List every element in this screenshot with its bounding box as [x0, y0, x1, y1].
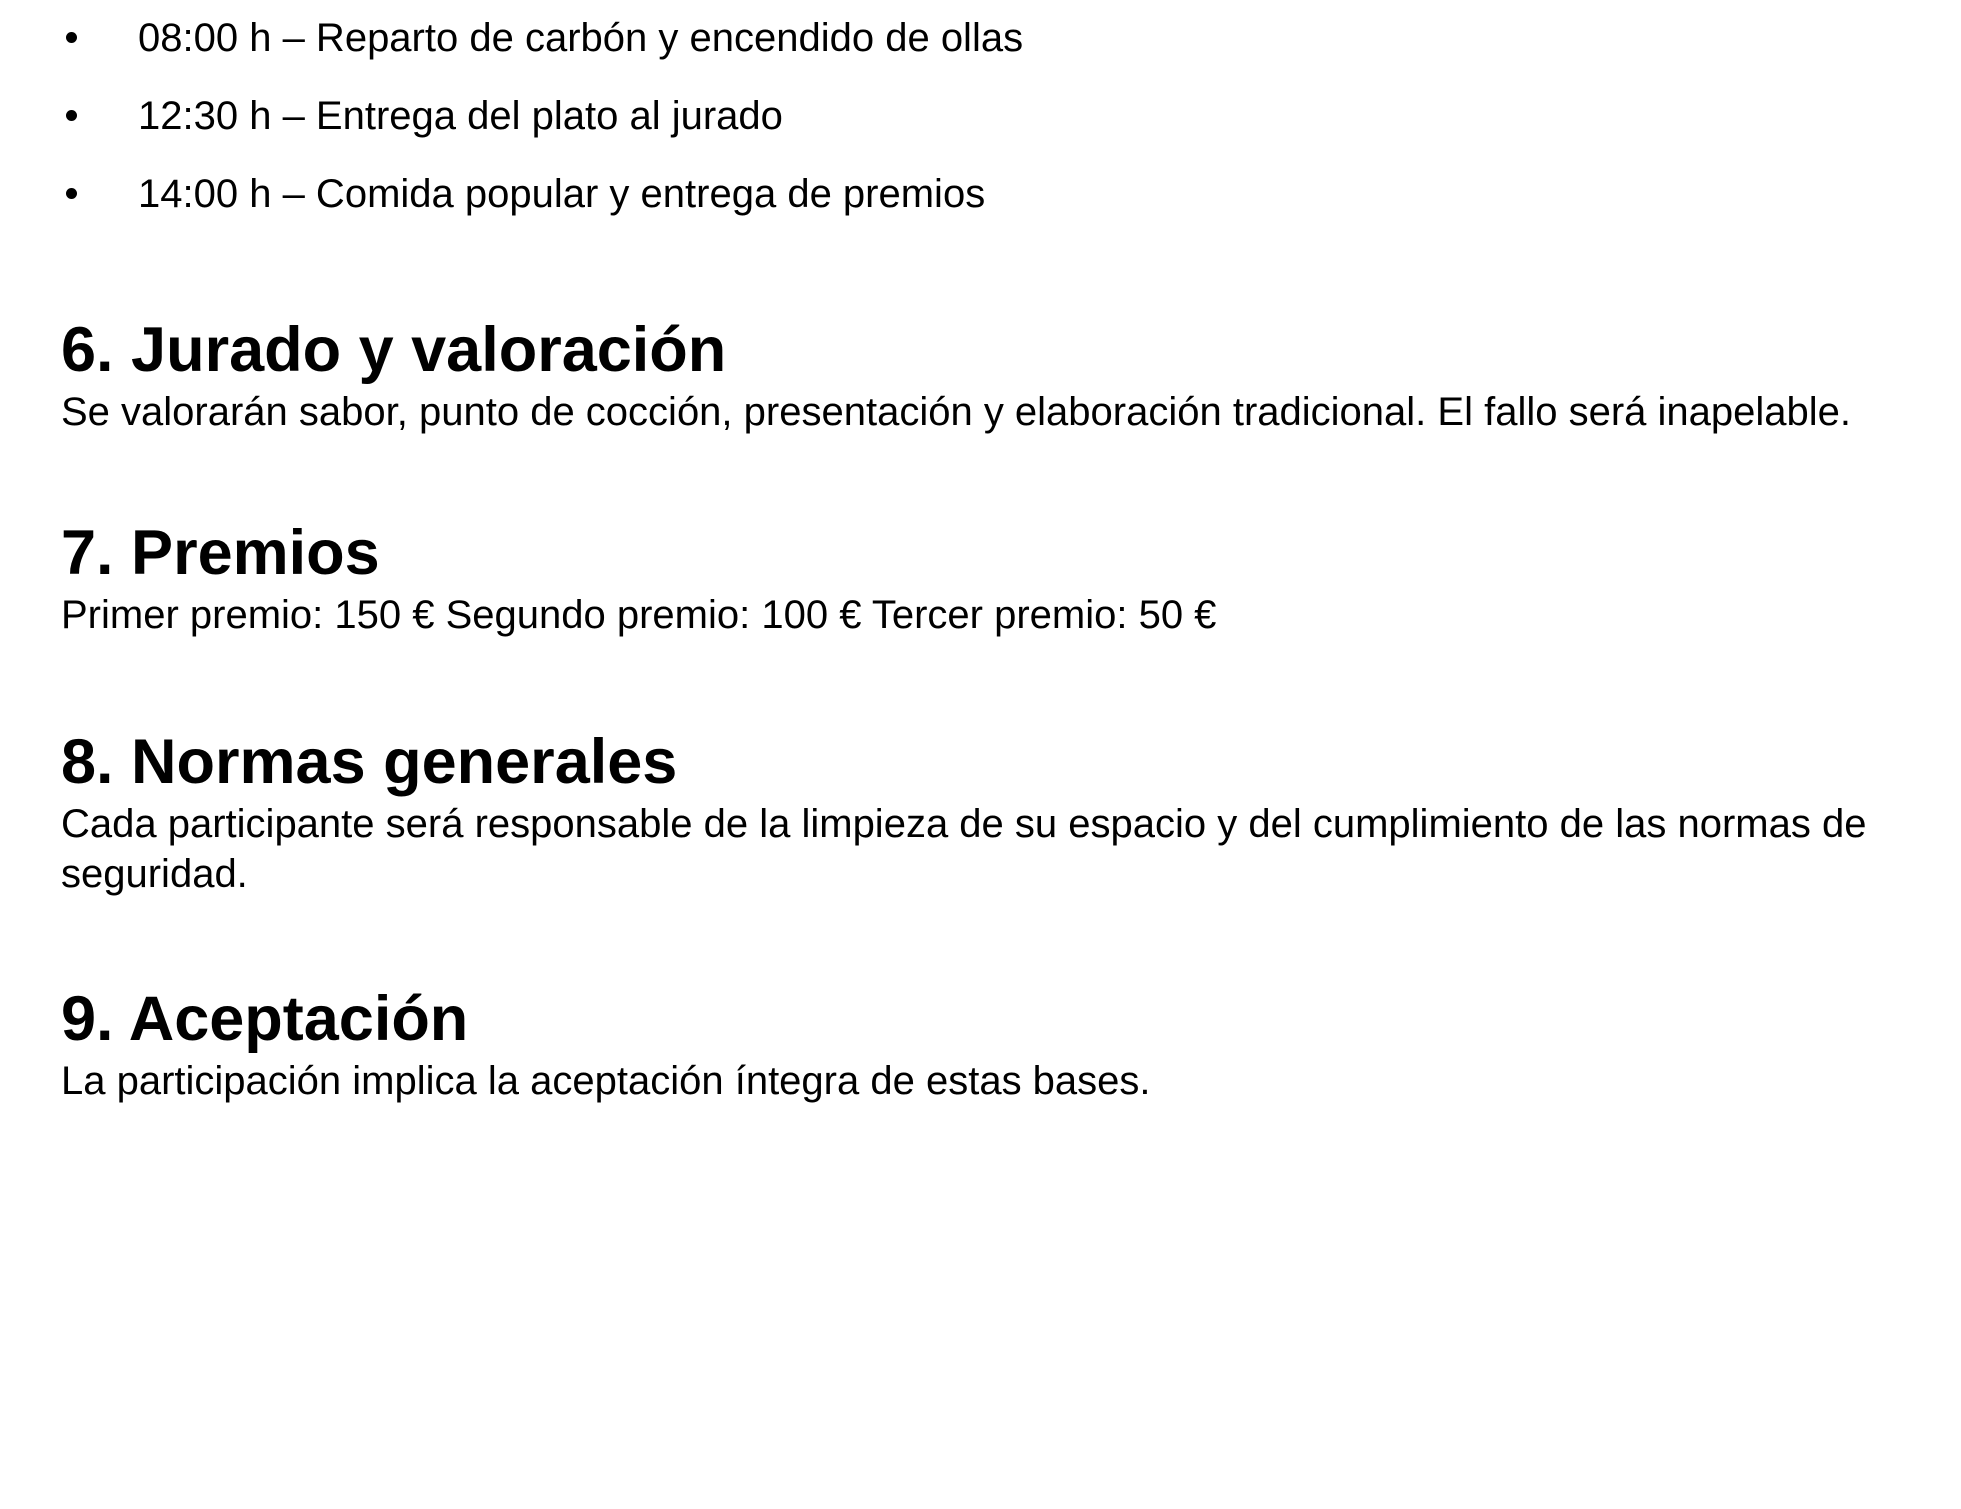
section-heading-aceptacion: 9. Aceptación	[61, 984, 469, 1054]
list-item: 12:30 h – Entrega del plato al jurado	[61, 91, 1906, 141]
section-heading-jurado-y-valoracion: 6. Jurado y valoración	[61, 315, 727, 385]
list-item: 14:00 h – Comida popular y entrega de premios	[61, 169, 1906, 219]
section-heading-normas-generales: 8. Normas generales	[61, 727, 678, 797]
section-body-jurado-y-valoracion: Se valorarán sabor, punto de cocción, presentación y elaboración tradicional. El fallo será inapelable.	[61, 390, 1851, 434]
section-body-aceptacion: La participación implica la aceptación íntegra de estas bases.	[61, 1059, 1151, 1103]
list-item: 08:00 h – Reparto de carbón y encendido de ollas	[61, 13, 1906, 63]
section-body-normas-generales: Cada participante será responsable de la limpieza de su espacio y del cumplimiento de las normas de seguridad.	[61, 802, 1867, 896]
section-body-premios: Primer premio: 150 € Segundo premio: 100 € Tercer premio: 50 €	[61, 593, 1217, 637]
schedule-list	[61, 13, 1906, 219]
section-heading-premios: 7. Premios	[61, 518, 380, 588]
